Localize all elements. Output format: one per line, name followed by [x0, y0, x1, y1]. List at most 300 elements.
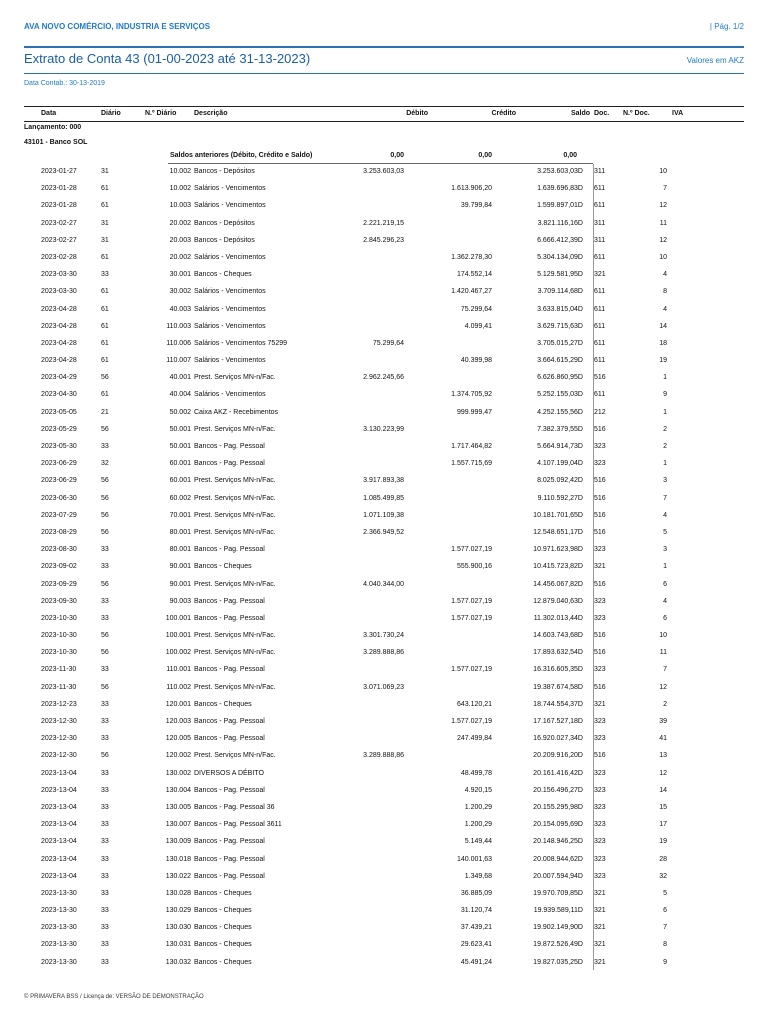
cell-saldo: 19.939.589,11D — [533, 907, 583, 915]
table-row — [0, 319, 768, 336]
cell-diario: 33 — [101, 907, 109, 915]
table-row — [0, 886, 768, 903]
cell-data: 2023-04-30 — [41, 391, 77, 399]
cell-debito: 3.130.223,99 — [363, 425, 404, 433]
table-row — [0, 559, 768, 576]
cell-desc: Bancos - Pag. Pessoal — [194, 597, 265, 605]
cell-ndiario: 120.003 — [165, 718, 191, 725]
cell-debito: 3.917.893,38 — [363, 477, 404, 485]
cell-desc: Bancos - Cheques — [194, 889, 252, 897]
account-label: 43101 - Banco SOL — [24, 139, 88, 146]
cell-doc: 516 — [594, 683, 606, 691]
cell-doc: 516 — [594, 528, 606, 536]
cell-ndiario: 90.001 — [169, 580, 191, 588]
table-row — [0, 267, 768, 284]
cell-doc: 321 — [594, 700, 606, 708]
cell-desc: Bancos - Pag. Pessoal — [194, 786, 265, 794]
cell-doc: 323 — [594, 718, 606, 725]
cell-doc: 323 — [594, 872, 606, 880]
cell-ndiario: 10.002 — [169, 185, 191, 193]
cell-doc: 321 — [594, 958, 606, 966]
cell-doc: 516 — [594, 580, 606, 588]
cell-desc: Prest. Serviços MN-n/Fac. — [194, 511, 276, 519]
cell-credito: 75.299,64 — [460, 305, 492, 313]
page-number: | Pág. 1/2 — [709, 22, 744, 31]
cell-data: 2023-13-30 — [41, 889, 77, 897]
cell-credito: 1.577.027,19 — [451, 718, 492, 725]
cell-diario: 33 — [101, 838, 109, 846]
previous-credito: 0,00 — [478, 152, 492, 159]
cell-desc: Bancos - Depósitos — [194, 168, 255, 175]
cell-saldo: 20.156.496,27D — [533, 786, 583, 794]
table-row — [0, 662, 768, 679]
cell-ndiario: 30.002 — [169, 288, 191, 296]
lancamento-label: Lançamento: 000 — [24, 124, 82, 131]
cell-ndiario: 110.006 — [166, 339, 191, 347]
table-row — [0, 387, 768, 404]
cell-data: 2023-13-30 — [41, 941, 77, 949]
table-row — [0, 302, 768, 319]
cell-diario: 33 — [101, 614, 109, 622]
cell-desc: Bancos - Pag. Pessoal — [194, 718, 265, 725]
cell-debito: 3.253.603,03 — [363, 168, 404, 175]
cell-desc: Bancos - Cheques — [194, 271, 252, 279]
cell-credito: 48.499,78 — [460, 769, 492, 777]
cell-credito: 4.920,15 — [464, 786, 492, 794]
table-row — [0, 920, 768, 937]
table-row — [0, 955, 768, 972]
cell-doc: 611 — [594, 391, 606, 399]
cell-ndiario: 100.001 — [165, 614, 191, 622]
cell-credito: 36.885,09 — [460, 889, 492, 897]
cell-diario: 33 — [101, 271, 109, 279]
cell-credito: 1.577.027,19 — [451, 597, 492, 605]
cell-diario: 33 — [101, 563, 109, 571]
cell-desc: Bancos - Pag. Pessoal — [194, 546, 265, 554]
cell-ndiario: 80.001 — [169, 546, 191, 554]
cell-diario: 33 — [101, 786, 109, 794]
cell-ndoc: 41 — [659, 735, 667, 743]
cell-saldo: 7.382.379,55D — [537, 425, 583, 433]
cell-doc: 321 — [594, 271, 606, 279]
col-ndoc: N.º Doc. — [623, 110, 650, 117]
cell-ndoc: 12 — [659, 769, 667, 777]
cell-saldo: 20.155.295,98D — [533, 803, 583, 811]
cell-doc: 611 — [594, 322, 606, 330]
cell-data: 2023-06-29 — [41, 460, 77, 468]
cell-diario: 33 — [101, 443, 109, 450]
cell-data: 2023-13-04 — [41, 838, 77, 846]
cell-ndoc: 12 — [659, 202, 667, 210]
cell-saldo: 10.415.723,82D — [533, 563, 583, 571]
col-saldo: Saldo — [570, 110, 590, 117]
table-row — [0, 748, 768, 765]
table-row — [0, 233, 768, 250]
cell-desc: Bancos - Pag. Pessoal — [194, 735, 265, 743]
cell-ndiario: 50.001 — [169, 425, 191, 433]
cell-doc: 516 — [594, 494, 606, 502]
cell-data: 2023-11-30 — [41, 683, 77, 691]
cell-diario: 33 — [101, 735, 109, 743]
table-row — [0, 903, 768, 920]
cell-ndoc: 4 — [663, 511, 667, 519]
cell-data: 2023-07-29 — [41, 511, 77, 519]
cell-diario: 33 — [101, 700, 109, 708]
cell-data: 2023-13-04 — [41, 786, 77, 794]
table-row — [0, 508, 768, 525]
cell-desc: Prest. Serviços MN-n/Fac. — [194, 425, 276, 433]
table-row — [0, 284, 768, 301]
cell-data: 2023-03-30 — [41, 288, 77, 296]
table-row — [0, 852, 768, 869]
cell-saldo: 4.107.199,04D — [537, 460, 583, 468]
cell-credito: 39.799,84 — [460, 202, 492, 210]
cell-credito: 140.001,63 — [456, 855, 492, 863]
cell-ndoc: 15 — [659, 803, 667, 811]
cell-saldo: 19.902.149,90D — [533, 924, 583, 932]
cell-doc: 321 — [594, 941, 606, 949]
cell-desc: Bancos - Pag. Pessoal — [194, 614, 265, 622]
cell-credito: 247.499,84 — [456, 735, 492, 743]
cell-desc: Salários - Vencimentos — [194, 185, 266, 193]
cell-doc: 611 — [594, 253, 606, 261]
cell-diario: 56 — [101, 632, 109, 640]
cell-desc: Salários - Vencimentos — [194, 253, 266, 261]
cell-ndoc: 7 — [663, 924, 667, 932]
cell-saldo: 11.302.013,44D — [533, 614, 583, 622]
cell-desc: Bancos - Cheques — [194, 958, 252, 966]
cell-doc: 311 — [594, 168, 606, 175]
cell-diario: 33 — [101, 855, 109, 863]
cell-ndoc: 10 — [659, 168, 667, 175]
cell-data: 2023-05-29 — [41, 425, 77, 433]
cell-saldo: 9.110.592,27D — [537, 494, 583, 502]
cell-diario: 33 — [101, 718, 109, 725]
cell-data: 2023-04-28 — [41, 322, 77, 330]
cell-data: 2023-09-02 — [41, 563, 77, 571]
cell-debito: 2.366.949,52 — [363, 528, 404, 536]
table-row — [0, 594, 768, 611]
cell-ndiario: 70.001 — [169, 511, 191, 519]
cell-ndiario: 100.001 — [165, 632, 191, 640]
cell-data: 2023-13-30 — [41, 924, 77, 932]
cell-desc: Bancos - Pag. Pessoal 36 — [194, 803, 275, 811]
cell-desc: Bancos - Pag. Pessoal — [194, 838, 265, 846]
cell-saldo: 16.316.605,35D — [533, 666, 583, 674]
cell-debito: 75.299,64 — [372, 339, 404, 347]
cell-desc: DIVERSOS A DÉBITO — [194, 769, 264, 777]
cell-diario: 61 — [101, 391, 109, 399]
cell-data: 2023-13-04 — [41, 769, 77, 777]
cell-desc: Prest. Serviços MN-n/Fac. — [194, 528, 276, 536]
cell-data: 2023-13-04 — [41, 855, 77, 863]
cell-data: 2023-10-30 — [41, 632, 77, 640]
cell-doc: 611 — [594, 185, 606, 193]
cell-doc: 611 — [594, 288, 606, 296]
cell-ndoc: 11 — [659, 219, 667, 227]
cell-saldo: 5.129.581,95D — [537, 271, 583, 279]
cell-ndiario: 130.029 — [165, 907, 191, 915]
cell-saldo: 1.639.696,83D — [537, 185, 583, 193]
cell-saldo: 5.304.134,09D — [537, 253, 583, 261]
table-row — [0, 198, 768, 215]
cell-diario: 56 — [101, 683, 109, 691]
cell-saldo: 20.148.946,25D — [533, 838, 583, 846]
cell-doc: 516 — [594, 649, 606, 657]
cell-credito: 45.491,24 — [460, 958, 492, 966]
cell-saldo: 19.827.035,25D — [533, 958, 583, 966]
cell-doc: 323 — [594, 821, 606, 829]
cell-doc: 323 — [594, 769, 606, 777]
cell-ndiario: 80.001 — [169, 528, 191, 536]
cell-doc: 516 — [594, 425, 606, 433]
cell-data: 2023-10-30 — [41, 614, 77, 622]
cell-data: 2023-12-30 — [41, 752, 77, 760]
cell-saldo: 3.664.615,29D — [537, 357, 583, 365]
cell-desc: Bancos - Pag. Pessoal 3611 — [194, 821, 282, 829]
cell-doc: 516 — [594, 477, 606, 485]
cell-ndoc: 18 — [659, 339, 667, 347]
cell-diario: 56 — [101, 528, 109, 536]
cell-diario: 56 — [101, 494, 109, 502]
cell-diario: 33 — [101, 924, 109, 932]
cell-saldo: 6.666.412,39D — [537, 236, 583, 244]
col-data: Data — [41, 110, 57, 117]
cell-data: 2023-08-29 — [41, 528, 77, 536]
cell-saldo: 19.970.709,85D — [533, 889, 583, 897]
cell-data: 2023-13-04 — [41, 803, 77, 811]
cell-data: 2023-13-30 — [41, 958, 77, 966]
cell-ndiario: 130.028 — [165, 889, 191, 897]
cell-ndoc: 4 — [663, 597, 667, 605]
cell-desc: Prest. Serviços MN-n/Fac. — [194, 494, 276, 502]
cell-ndoc: 13 — [659, 752, 667, 760]
cell-saldo: 6.626.860,95D — [537, 374, 583, 382]
cell-desc: Bancos - Pag. Pessoal — [194, 443, 265, 450]
table-row — [0, 542, 768, 559]
cell-doc: 321 — [594, 924, 606, 932]
cell-debito: 2.845.296,23 — [363, 236, 404, 244]
cell-ndoc: 10 — [659, 253, 667, 261]
table-row — [0, 645, 768, 662]
table-row — [0, 181, 768, 198]
cell-data: 2023-02-27 — [41, 219, 77, 227]
transactions-table — [0, 164, 768, 972]
table-row — [0, 370, 768, 387]
cell-ndoc: 2 — [663, 700, 667, 708]
cell-saldo: 5.252.155,03D — [537, 391, 583, 399]
header-rule — [24, 46, 744, 48]
cell-data: 2023-10-30 — [41, 649, 77, 657]
cell-diario: 61 — [101, 202, 109, 210]
currency-note: Valores em AKZ — [686, 56, 744, 65]
cell-ndoc: 7 — [663, 494, 667, 502]
cell-data: 2023-06-30 — [41, 494, 77, 502]
cell-ndiario: 60.001 — [169, 460, 191, 468]
cell-ndiario: 110.007 — [166, 357, 191, 365]
cell-ndiario: 90.003 — [169, 597, 191, 605]
cell-doc: 321 — [594, 563, 606, 571]
cell-saldo: 3.705.015,27D — [537, 339, 583, 347]
cell-ndiario: 50.001 — [169, 443, 191, 450]
cell-ndiario: 100.002 — [165, 649, 191, 657]
cell-desc: Salários - Vencimentos — [194, 357, 266, 365]
cell-debito: 1.085.499,85 — [363, 494, 404, 502]
cell-diario: 61 — [101, 185, 109, 193]
cell-ndiario: 90.001 — [169, 563, 191, 571]
col-diario: Diário — [101, 110, 121, 117]
cell-saldo: 3.821.116,16D — [537, 219, 583, 227]
cell-ndiario: 60.002 — [169, 494, 191, 502]
cell-doc: 323 — [594, 614, 606, 622]
cell-credito: 555.900,16 — [456, 563, 492, 571]
cell-credito: 1.349,68 — [464, 872, 492, 880]
cell-data: 2023-01-28 — [41, 185, 77, 193]
cell-saldo: 20.154.095,69D — [533, 821, 583, 829]
cell-doc: 516 — [594, 511, 606, 519]
cell-desc: Prest. Serviços MN-n/Fac. — [194, 649, 276, 657]
cell-desc: Bancos - Pag. Pessoal — [194, 872, 265, 880]
cell-ndoc: 7 — [663, 185, 667, 193]
cell-ndoc: 1 — [663, 408, 667, 416]
cell-data: 2023-01-27 — [41, 168, 77, 175]
cell-debito: 3.289.888,86 — [363, 752, 404, 760]
table-row — [0, 834, 768, 851]
cell-desc: Bancos - Pag. Pessoal — [194, 855, 265, 863]
table-row — [0, 250, 768, 267]
cell-credito: 1.717.464,82 — [451, 443, 492, 450]
cell-doc: 516 — [594, 632, 606, 640]
cell-ndoc: 4 — [663, 271, 667, 279]
cell-ndiario: 120.005 — [165, 735, 191, 743]
cell-doc: 611 — [594, 305, 606, 313]
cell-credito: 1.200,29 — [464, 821, 492, 829]
previous-label: Saldos anteriores (Débito, Crédito e Saldo) — [170, 152, 313, 159]
cell-debito: 3.289.888,86 — [363, 649, 404, 657]
cell-ndoc: 2 — [663, 443, 667, 450]
cell-data: 2023-08-30 — [41, 546, 77, 554]
cell-credito: 643.120,21 — [456, 700, 492, 708]
cell-desc: Prest. Serviços MN-n/Fac. — [194, 374, 276, 382]
cell-ndoc: 9 — [663, 391, 667, 399]
cell-doc: 611 — [594, 339, 606, 347]
cell-saldo: 10.181.701,65D — [533, 511, 583, 519]
cell-data: 2023-09-29 — [41, 580, 77, 588]
cell-data: 2023-12-23 — [41, 700, 77, 708]
cell-doc: 611 — [594, 202, 606, 210]
cell-ndoc: 39 — [659, 718, 667, 725]
cell-ndiario: 20.002 — [169, 253, 191, 261]
cell-diario: 32 — [101, 460, 109, 468]
cell-saldo: 19.872.526,49D — [533, 941, 583, 949]
cell-ndiario: 50.002 — [169, 408, 191, 416]
cell-ndiario: 120.002 — [165, 752, 191, 760]
cell-data: 2023-02-28 — [41, 253, 77, 261]
cell-credito: 4.099,41 — [464, 322, 492, 330]
cell-credito: 1.420.467,27 — [451, 288, 492, 296]
cell-saldo: 5.664.914,73D — [537, 443, 583, 450]
cell-data: 2023-05-30 — [41, 443, 77, 450]
cell-ndoc: 12 — [659, 236, 667, 244]
cell-doc: 323 — [594, 666, 606, 674]
cell-data: 2023-04-28 — [41, 357, 77, 365]
cell-ndoc: 5 — [663, 528, 667, 536]
cell-saldo: 8.025.092,42D — [537, 477, 583, 485]
cell-doc: 516 — [594, 374, 606, 382]
table-row — [0, 783, 768, 800]
table-row — [0, 216, 768, 233]
cell-diario: 56 — [101, 649, 109, 657]
cell-ndoc: 19 — [659, 357, 667, 365]
cell-ndoc: 8 — [663, 941, 667, 949]
cell-ndoc: 6 — [663, 580, 667, 588]
cell-data: 2023-06-29 — [41, 477, 77, 485]
cell-saldo: 20.209.916,20D — [533, 752, 583, 760]
cell-saldo: 14.456.067,82D — [533, 580, 583, 588]
cell-diario: 21 — [101, 408, 109, 416]
cell-saldo: 3.633.815,04D — [537, 305, 583, 313]
cell-ndiario: 130.009 — [165, 838, 191, 846]
table-row — [0, 353, 768, 370]
cell-saldo: 17.893.632,54D — [533, 649, 583, 657]
cell-desc: Bancos - Pag. Pessoal — [194, 666, 265, 674]
cell-credito: 37.439,21 — [460, 924, 492, 932]
cell-ndiario: 120.001 — [165, 700, 191, 708]
table-row — [0, 611, 768, 628]
cell-diario: 33 — [101, 666, 109, 674]
cell-diario: 33 — [101, 889, 109, 897]
cell-saldo: 20.161.416,42D — [533, 769, 583, 777]
cell-ndoc: 14 — [659, 322, 667, 330]
cell-diario: 33 — [101, 821, 109, 829]
cell-saldo: 20.008.944,62D — [533, 855, 583, 863]
cell-ndoc: 17 — [659, 821, 667, 829]
cell-credito: 1.557.715,69 — [451, 460, 492, 468]
cell-ndiario: 20.003 — [169, 236, 191, 244]
cell-saldo: 10.971.623,98D — [533, 546, 583, 554]
cell-ndoc: 2 — [663, 425, 667, 433]
cell-desc: Salários - Vencimentos — [194, 322, 266, 330]
table-row — [0, 525, 768, 542]
cell-ndoc: 12 — [659, 683, 667, 691]
cell-ndoc: 8 — [663, 288, 667, 296]
table-row — [0, 456, 768, 473]
cell-ndiario: 40.003 — [169, 305, 191, 313]
cell-credito: 31.120,74 — [460, 907, 492, 915]
table-row — [0, 164, 768, 181]
cell-desc: Salários - Vencimentos — [194, 202, 266, 210]
cell-desc: Bancos - Cheques — [194, 563, 252, 571]
cell-data: 2023-04-29 — [41, 374, 77, 382]
table-row — [0, 577, 768, 594]
cell-saldo: 17.167.527,18D — [533, 718, 583, 725]
cell-data: 2023-04-28 — [41, 305, 77, 313]
cell-diario: 56 — [101, 511, 109, 519]
cell-ndiario: 130.018 — [165, 855, 191, 863]
cell-ndoc: 3 — [663, 546, 667, 554]
cell-doc: 516 — [594, 752, 606, 760]
cell-diario: 56 — [101, 374, 109, 382]
cell-data: 2023-02-27 — [41, 236, 77, 244]
cell-diario: 33 — [101, 597, 109, 605]
cell-ndoc: 7 — [663, 666, 667, 674]
cell-desc: Caixa AKZ - Recebimentos — [194, 408, 279, 416]
table-row — [0, 439, 768, 456]
cell-desc: Salários - Vencimentos — [194, 288, 266, 296]
table-row — [0, 491, 768, 508]
col-iva: IVA — [672, 110, 684, 117]
table-row — [0, 766, 768, 783]
